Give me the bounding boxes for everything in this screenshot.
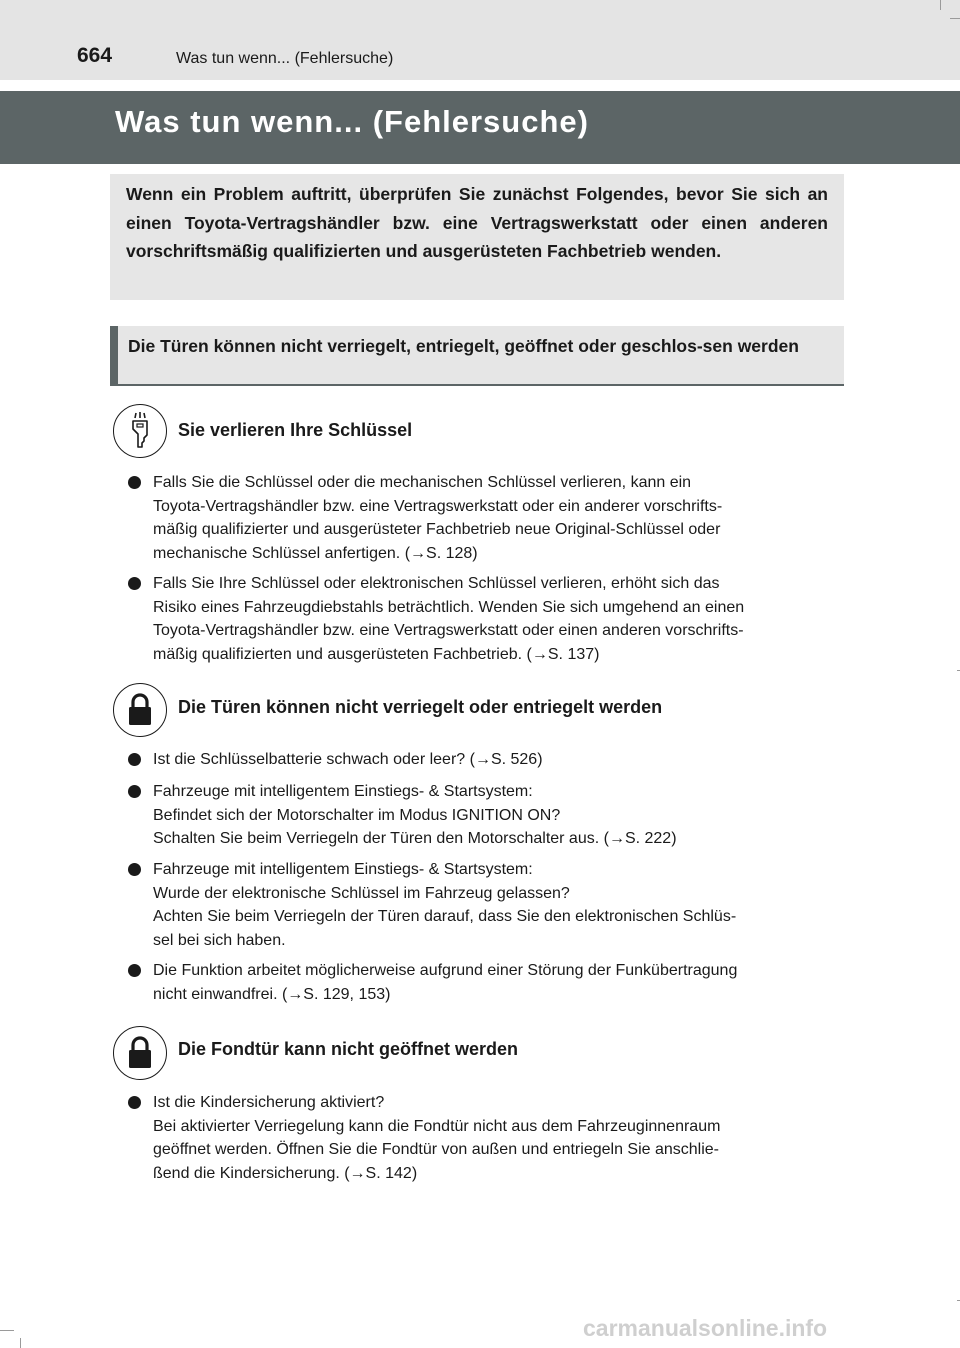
bullet-icon xyxy=(128,1096,141,1109)
page-number: 664 xyxy=(77,44,113,67)
section-title: Die Türen können nicht verriegelt, entriegelt, geöffnet oder geschlos-sen werden xyxy=(128,336,799,356)
text-line: Ist die Kindersicherung aktiviert? xyxy=(153,1094,385,1111)
bullet-icon xyxy=(128,753,141,766)
text-line: sel bei sich haben. xyxy=(153,931,286,949)
crop-mark xyxy=(940,0,941,10)
chapter-title: Was tun wenn... (Fehlersuche) xyxy=(115,104,589,139)
key-icon xyxy=(113,404,167,458)
bullet-icon xyxy=(128,964,141,977)
text-line: geöffnet werden. Öffnen Sie die Fondtür von außen und entriegeln Sie anschlie- xyxy=(153,1141,720,1158)
subsection-title-doors: Die Türen können nicht verriegelt oder entriegelt werden xyxy=(178,697,663,717)
text-line: Falls Sie die Schlüssel oder die mechanischen Schlüssel verlieren, kann ein xyxy=(153,474,692,491)
list-item xyxy=(128,959,839,1006)
text-line: Die Funktion arbeitet möglicherweise aufgrund einer Störung der Funkübertragung xyxy=(153,962,738,979)
text-line: mäßig qualifizierten und ausgerüsteten Fachbetrieb. (→S. 137) xyxy=(153,645,600,663)
text-line: Achten Sie beim Verriegeln der Türen darauf, dass Sie den elektronischen Schlüs- xyxy=(153,908,737,925)
lock-icon xyxy=(113,683,167,737)
text-line: Befindet sich der Motorschalter im Modus IGNITION ON? xyxy=(153,806,561,824)
lock-icon xyxy=(113,1026,167,1080)
text-line: mäßig qualifizierter und ausgerüsteter Fachbetrieb neue Original-Schlüssel oder xyxy=(153,521,721,538)
list-item xyxy=(128,572,839,666)
intro-box xyxy=(110,174,844,300)
crop-mark xyxy=(20,1338,21,1348)
subsection-title-keys: Sie verlieren Ihre Schlüssel xyxy=(178,420,413,440)
text-line: Bei aktivierter Verriegelung kann die Fondtür nicht aus dem Fahrzeuginnenraum xyxy=(153,1117,721,1135)
text-line: Schalten Sie beim Verriegeln der Türen den Motorschalter aus. (→S. 222) xyxy=(153,830,677,847)
text-line: mechanische Schlüssel anfertigen. (→S. 128) xyxy=(153,544,478,562)
text-line: Wurde der elektronische Schlüssel im Fahrzeug gelassen? xyxy=(153,884,570,902)
crop-mark xyxy=(0,1330,14,1331)
list-item xyxy=(128,858,839,952)
section-header xyxy=(110,326,844,386)
crop-mark xyxy=(950,18,960,19)
bullet-icon xyxy=(128,476,141,489)
watermark: carmanualsonline.info xyxy=(583,1315,828,1341)
bullet-icon xyxy=(128,785,141,798)
running-title: Was tun wenn... (Fehlersuche) xyxy=(176,50,394,67)
text-line: Toyota-Vertragshändler bzw. eine Vertragswerkstatt oder einen anderen vorschrifts- xyxy=(153,622,744,639)
text-line: Risiko eines Fahrzeugdiebstahls beträchtlich. Wenden Sie sich umgehend an einen xyxy=(153,598,745,616)
bullet-icon xyxy=(128,577,141,590)
list-item xyxy=(128,1091,839,1185)
text-line: Fahrzeuge mit intelligentem Einstiegs- & Startsystem: xyxy=(153,861,533,878)
list-item xyxy=(128,471,839,565)
bullet-icon xyxy=(128,863,141,876)
intro-text: Wenn ein Problem auftritt, überprüfen Sie zunächst Folgendes, bevor Sie sich an einen Toyota-Vertragshändler bzw. eine Vertragswerkstatt oder einen anderen vorschriftsmäßig qualifizierten und ausgerüsteten Fachbetrieb wenden. xyxy=(126,184,828,261)
text-line: ßend die Kindersicherung. (→S. 142) xyxy=(153,1164,418,1182)
text-line: Ist die Schlüsselbatterie schwach oder leer? (→S. 526) xyxy=(153,751,543,768)
list-item xyxy=(128,748,839,772)
header-band xyxy=(0,0,960,80)
list-item xyxy=(128,780,839,851)
text-line: Falls Sie Ihre Schlüssel oder elektronischen Schlüssel verlieren, erhöht sich das xyxy=(153,575,720,592)
text-line: Toyota-Vertragshändler bzw. eine Vertragswerkstatt oder ein anderer vorschrifts- xyxy=(153,497,723,515)
text-line: nicht einwandfrei. (→S. 129, 153) xyxy=(153,985,391,1003)
subsection-title-rear-door: Die Fondtür kann nicht geöffnet werden xyxy=(178,1039,519,1059)
text-line: Fahrzeuge mit intelligentem Einstiegs- & Startsystem: xyxy=(153,783,533,800)
